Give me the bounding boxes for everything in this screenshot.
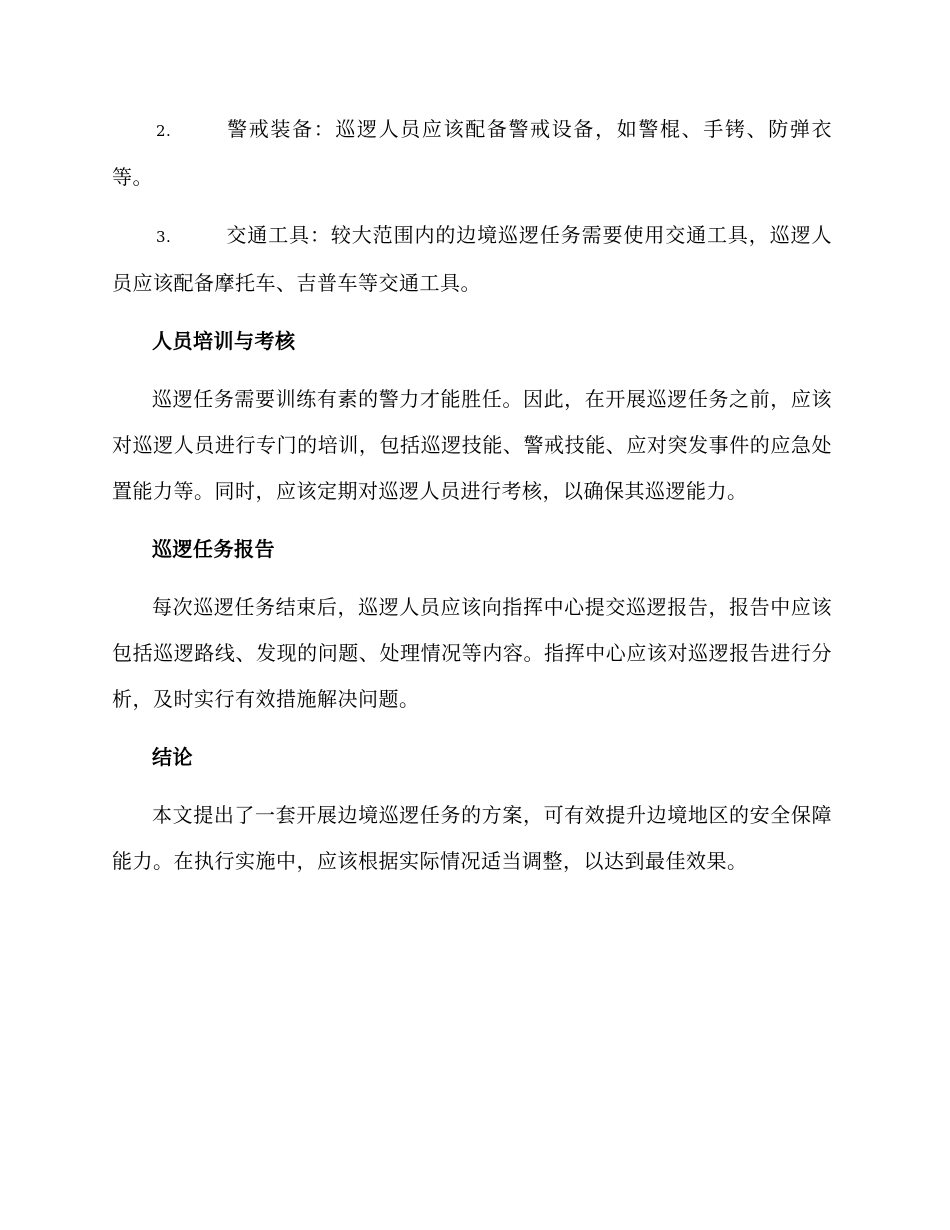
list-item (112, 106, 832, 200)
section-heading: 人员培训与考核 (152, 329, 296, 353)
section-heading: 巡逻任务报告 (152, 537, 275, 561)
list-item-text: 交通工具：较大范围内的边境巡逻任务需要使用交通工具，巡逻人员应该配备摩托车、吉普车等交通工具。 (112, 223, 832, 295)
list-item (112, 212, 832, 306)
section-paragraph: 巡逻任务需要训练有素的警力才能胜任。因此，在开展巡逻任务之前，应该对巡逻人员进行专门的培训，包括巡逻技能、警戒技能、应对突发事件的应急处置能力等。同时，应该定期对巡逻人员进行考核，以确保其巡逻能力。 (112, 387, 832, 503)
section-paragraph: 每次巡逻任务结束后，巡逻人员应该向指挥中心提交巡逻报告，报告中应该包括巡逻路线、发现的问题、处理情况等内容。指挥中心应该对巡逻报告进行分析，及时实行有效措施解决问题。 (112, 595, 832, 711)
list-number: 3. (156, 228, 172, 246)
section-heading: 结论 (152, 745, 193, 769)
list-item-text: 警戒装备：巡逻人员应该配备警戒设备，如警棍、手铐、防弹衣等。 (112, 117, 832, 189)
section-paragraph: 本文提出了一套开展边境巡逻任务的方案，可有效提升边境地区的安全保障能力。在执行实施中，应该根据实际情况适当调整，以达到最佳效果。 (112, 803, 832, 873)
document-page (112, 106, 832, 896)
list-number: 2. (156, 122, 172, 140)
